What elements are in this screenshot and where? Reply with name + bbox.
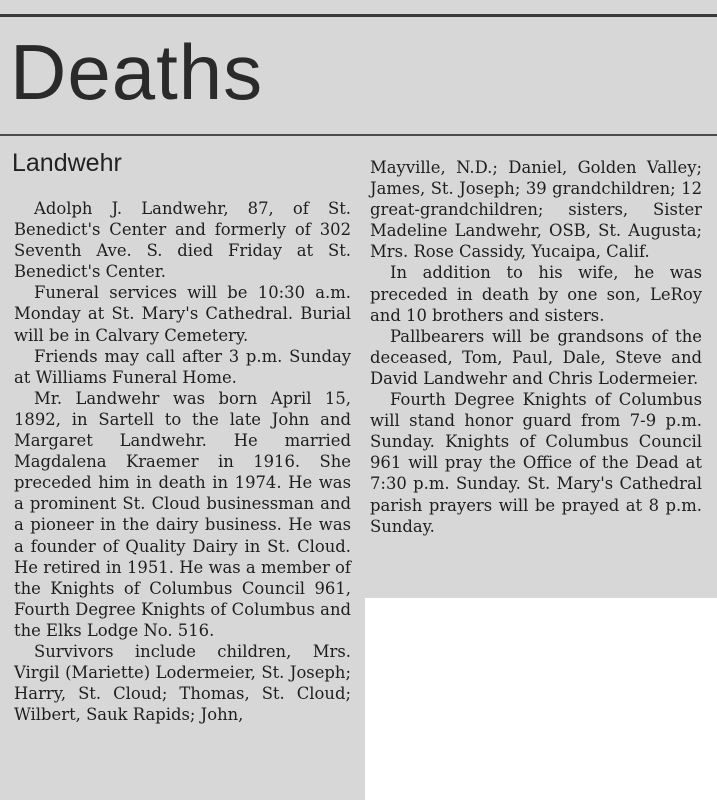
paragraph-honor-guard: Fourth Degree Knights of Columbus will stand honor guard from 7-9 p.m. Sunday. Knights of Columbus Council 961 will pray the Office of the Dead at 7:30 p.m. Sunday. St. Mary's Cathedral parish prayers will be prayed at 8 p.m. Sunday. [370, 390, 702, 536]
paragraph-survivors-continued: Mayville, N.D.; Daniel, Golden Valley; James, St. Joseph; 39 grandchildren; 12 great-grandchildren; sisters, Sister Madeline Landwehr, OSB, St. Augusta; Mrs. Rose Cassidy, Yucaipa, Calif. [370, 158, 702, 262]
heading-rule [0, 134, 717, 136]
paragraph-survivors: Survivors include children, Mrs. Virgil (Mariette) Lodermeier, St. Joseph; Harry, St. Cloud; Thomas, St. Cloud; Wilbert, Sauk Rapids; John, [14, 641, 351, 725]
paragraph-preceded-in-death: In addition to his wife, he was preceded in death by one son, LeRoy and 10 brothers and sisters. [370, 263, 702, 325]
top-rule [0, 14, 717, 17]
section-heading: Deaths [10, 28, 264, 116]
paragraph-biography: Mr. Landwehr was born April 15, 1892, in Sartell to the late John and Margaret Landwehr. He married Magdalena Kraemer in 1916. She preceded him in death in 1974. He was a prominent St. Cloud businessman and a pioneer in the dairy business. He was a founder of Quality Dairy in St. Cloud. He retired in 1951. He was a member of the Knights of Columbus Council 961, Fourth Degree Knights of Columbus and the Elks Lodge No. 516. [14, 388, 351, 640]
paragraph-visitation: Friends may call after 3 p.m. Sunday at Williams Funeral Home. [14, 346, 351, 387]
blank-area [365, 598, 717, 800]
paragraph-funeral-services: Funeral services will be 10:30 a.m. Monday at St. Mary's Cathedral. Burial will be in Calvary Cemetery. [14, 283, 351, 345]
left-column [14, 198, 351, 725]
paragraph-death-notice: Adolph J. Landwehr, 87, of St. Benedict's Center and formerly of 302 Seventh Ave. S. died Friday at St. Benedict's Center. [14, 199, 351, 282]
paragraph-pallbearers: Pallbearers will be grandsons of the deceased, Tom, Paul, Dale, Steve and David Landwehr and Chris Lodermeier. [370, 326, 702, 388]
obituary-name-heading: Landwehr [12, 149, 122, 177]
right-column [370, 157, 702, 537]
